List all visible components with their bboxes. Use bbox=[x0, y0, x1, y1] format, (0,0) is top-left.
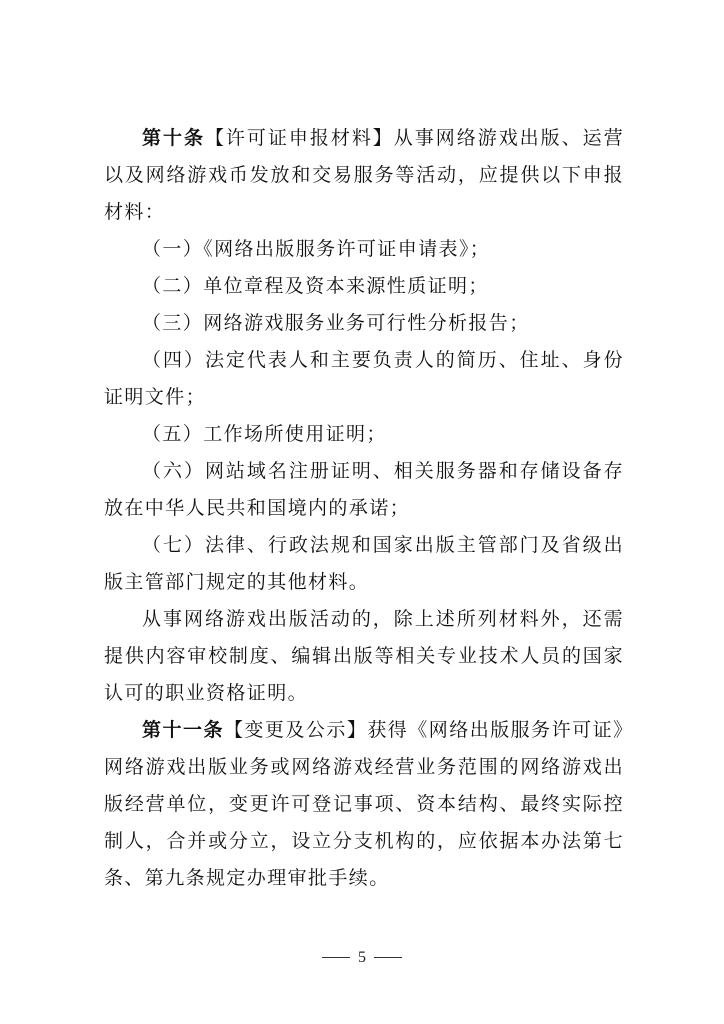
footer-left-dash bbox=[322, 957, 350, 958]
material-item-5: （五）工作场所使用证明； bbox=[142, 423, 387, 445]
article-10-paragraph bbox=[104, 120, 624, 231]
material-item-3: （三）网络游戏服务业务可行性分析报告； bbox=[142, 312, 530, 334]
article-10-heading: 【许可证申报材料】 bbox=[204, 127, 394, 149]
material-item-2: （二）单位章程及资本来源性质证明； bbox=[142, 275, 489, 297]
article-10-intro: 从事网络游戏出版、运营以及网络游戏币发放和交易服务等活动，应提供以下申报材料： bbox=[104, 127, 625, 223]
article-11-text: 获得《网络出版服务许可证》网络游戏出版业务或网络游戏经营业务范围的网络游戏出版经营单位，变更许可登记事项、资本结构、最终实际控制人，合并或分立，设立分支机构的，应依据本办法第七条、第九条规定办理审批手续。 bbox=[104, 719, 624, 889]
document-body bbox=[104, 120, 624, 897]
material-item-7: （七）法律、行政法规和国家出版主管部门及省级出版主管部门规定的其他材料。 bbox=[104, 534, 624, 593]
material-item-4: （四）法定代表人和主要负责人的简历、住址、身份证明文件； bbox=[104, 349, 624, 408]
footer-right-dash bbox=[374, 957, 402, 958]
material-item-1: （一）《网络出版服务许可证申请表》； bbox=[142, 238, 491, 260]
article-11-label: 第十一条 bbox=[142, 719, 224, 741]
material-item-6: （六）网站域名注册证明、相关服务器和存储设备存放在中华人民共和国境内的承诺； bbox=[104, 460, 624, 519]
article-10-label: 第十条 bbox=[142, 127, 205, 149]
article-11-paragraph bbox=[104, 712, 624, 897]
article-10-note: 从事网络游戏出版活动的，除上述所列材料外，还需提供内容审校制度、编辑出版等相关专业技术人员的国家认可的职业资格证明。 bbox=[104, 608, 624, 704]
page-footer bbox=[0, 949, 724, 967]
article-11-heading: 【变更及公示】 bbox=[223, 719, 368, 741]
page-number: 5 bbox=[358, 949, 366, 966]
